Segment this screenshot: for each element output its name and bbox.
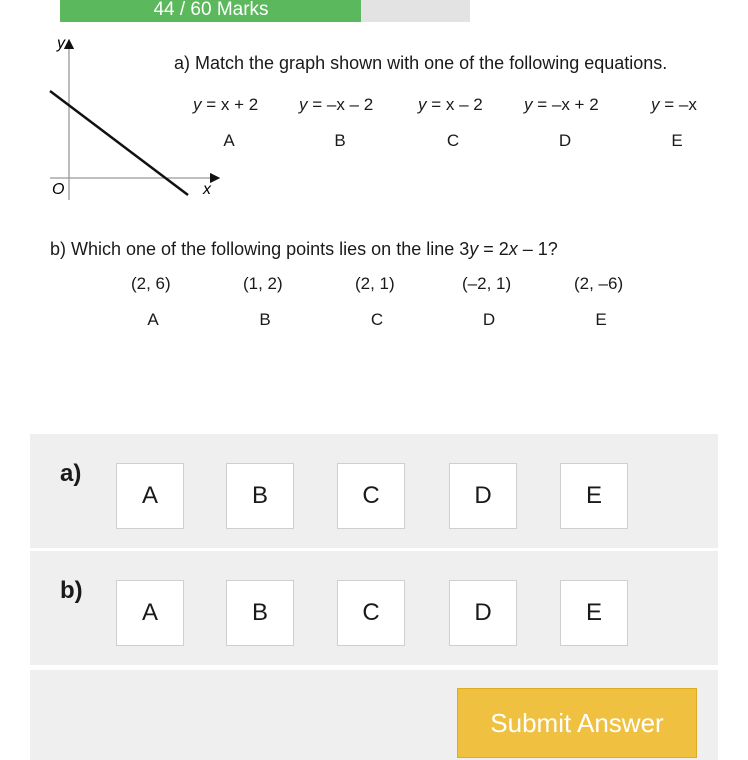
equation-letter-e: E (671, 131, 683, 150)
answer-a-option-a[interactable]: A (116, 463, 184, 529)
marks-progress-label: 44 / 60 Marks (153, 0, 269, 20)
question-a-prompt: a) Match the graph shown with one of the following equations. (174, 53, 668, 73)
answer-b-option-b[interactable]: B (226, 580, 294, 646)
point-letter-a: A (147, 310, 159, 329)
point-letter-c: C (370, 310, 384, 329)
answer-row-a-label: a) (60, 460, 82, 487)
point-option-b: (1, 2) (243, 274, 283, 293)
answer-b-option-a[interactable]: A (116, 580, 184, 646)
submit-area (30, 670, 718, 760)
marks-progress-bar (60, 0, 470, 22)
x-axis-label: x (203, 181, 211, 198)
submit-answer-button[interactable]: Submit Answer (457, 688, 697, 758)
equation-letter-d: D (558, 131, 572, 150)
equation-option-e: y = –x (651, 95, 697, 114)
origin-label: O (52, 181, 65, 198)
equation-option-d: y = –x + 2 (524, 95, 599, 114)
graph-line (50, 91, 188, 195)
answer-b-option-d[interactable]: D (449, 580, 517, 646)
answer-a-option-b[interactable]: B (226, 463, 294, 529)
answer-a-option-d[interactable]: D (449, 463, 517, 529)
equation-letter-b: B (334, 131, 346, 150)
equation-letter-c: C (446, 131, 460, 150)
answer-a-option-c[interactable]: C (337, 463, 405, 529)
point-letter-e: E (595, 310, 607, 329)
point-letter-d: D (482, 310, 496, 329)
y-axis-label: y (57, 35, 65, 52)
equation-option-b: y = –x – 2 (299, 95, 374, 114)
point-option-a: (2, 6) (131, 274, 171, 293)
answer-row-a (30, 434, 718, 548)
question-b-prompt: b) Which one of the following points lies on the line 3y = 2x – 1? (50, 239, 558, 259)
point-option-d: (–2, 1) (462, 274, 512, 293)
answer-row-b (30, 551, 718, 665)
answer-b-option-e[interactable]: E (560, 580, 628, 646)
point-option-c: (2, 1) (355, 274, 395, 293)
equation-option-a: y = x + 2 (193, 95, 259, 114)
equation-letter-a: A (223, 131, 235, 150)
answer-row-b-label: b) (60, 577, 83, 604)
point-letter-b: B (259, 310, 271, 329)
point-option-e: (2, –6) (574, 274, 624, 293)
answer-b-option-c[interactable]: C (337, 580, 405, 646)
equation-option-c: y = x – 2 (418, 95, 483, 114)
answer-a-option-e[interactable]: E (560, 463, 628, 529)
